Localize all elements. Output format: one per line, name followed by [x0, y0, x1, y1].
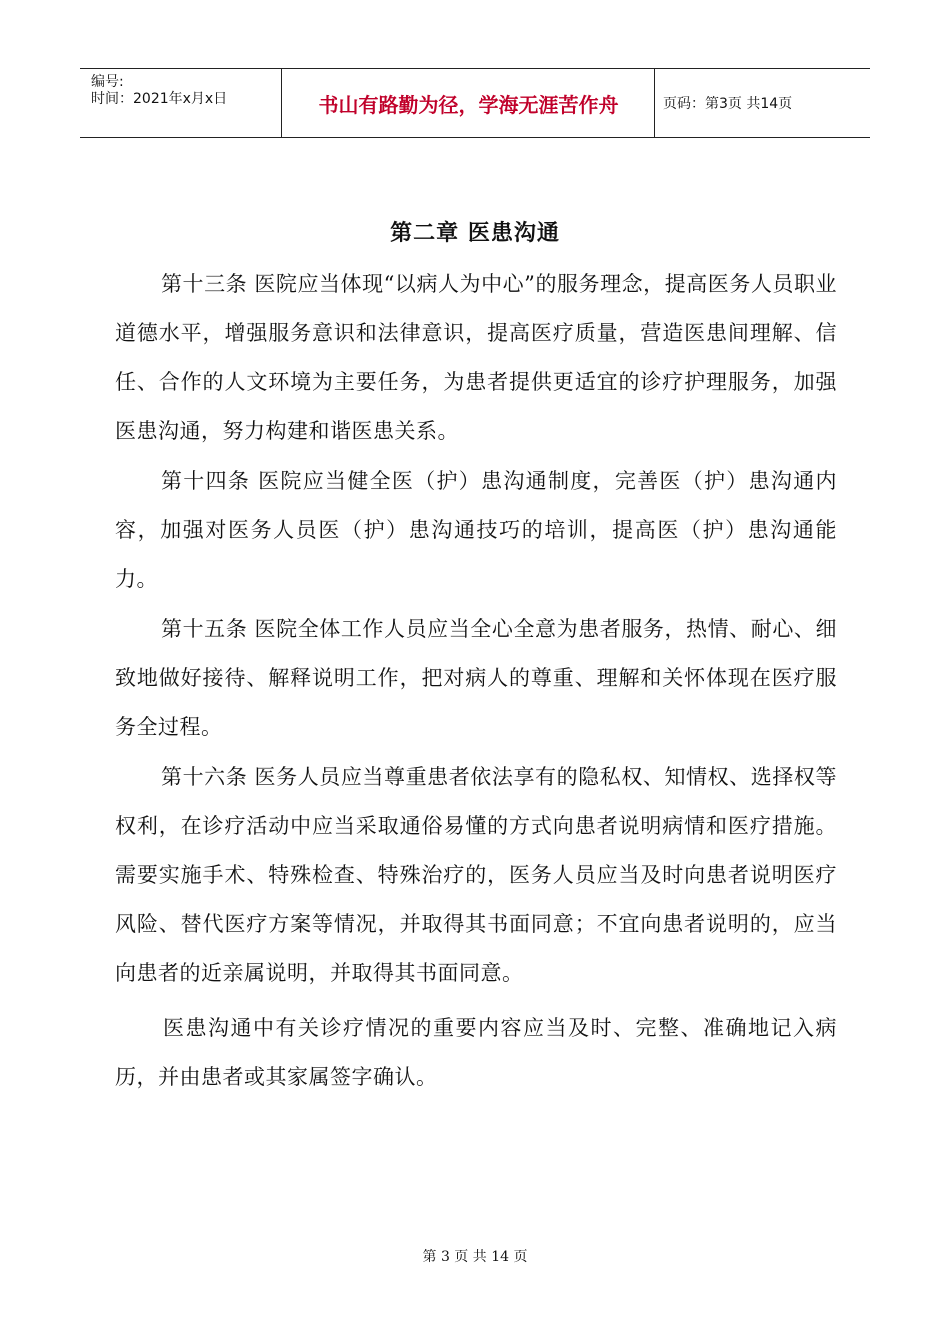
chapter-title: 第二章 医患沟通 — [390, 221, 560, 246]
document-number-label: 编号: — [91, 74, 124, 90]
page-header — [80, 68, 870, 138]
document-time-label: 时间：2021年x月x日 — [91, 91, 228, 107]
records-paragraph: 医患沟通中有关诊疗情况的重要内容应当及时、完整、准确地记入病历，并由患者或其家属签字确认。 — [115, 1016, 837, 1089]
header-divider — [654, 69, 655, 137]
article-16-paragraph: 第十六条 医务人员应当尊重患者依法享有的隐私权、知情权、选择权等权利，在诊疗活动中应当采取通俗易懂的方式向患者说明病情和医疗措施。需要实施手术、特殊检查、特殊治疗的，医务人员应当及时向患者说明医疗风险、替代医疗方案等情况，并取得其书面同意；不宜向患者说明的，应当向患者的近亲属说明，并取得其书面同意。 — [115, 765, 837, 985]
header-meta — [80, 69, 280, 137]
document-body — [115, 260, 837, 1103]
header-motto: 书山有路勤为径，学海无涯苦作舟 — [318, 92, 619, 117]
article-15-paragraph: 第十五条 医院全体工作人员应当全心全意为患者服务，热情、耐心、细致地做好接待、解释说明工作，把对病人的尊重、理解和关怀体现在医疗服务全过程。 — [115, 617, 837, 739]
page-footer: 第 3 页 共 14 页 — [422, 1249, 528, 1265]
header-divider — [281, 69, 282, 137]
header-page-info: 页码：第3页 共14页 — [663, 96, 793, 112]
article-13-paragraph: 第十三条 医院应当体现“以病人为中心”的服务理念，提高医务人员职业道德水平，增强服务意识和法律意识，提高医疗质量，营造医患间理解、信任、合作的人文环境为主要任务，为患者提供更适宜的诊疗护理服务，加强医患沟通，努力构建和谐医患关系。 — [115, 272, 837, 443]
article-14-paragraph: 第十四条 医院应当健全医（护）患沟通制度，完善医（护）患沟通内容，加强对医务人员医（护）患沟通技巧的培训，提高医（护）患沟通能力。 — [115, 469, 837, 591]
